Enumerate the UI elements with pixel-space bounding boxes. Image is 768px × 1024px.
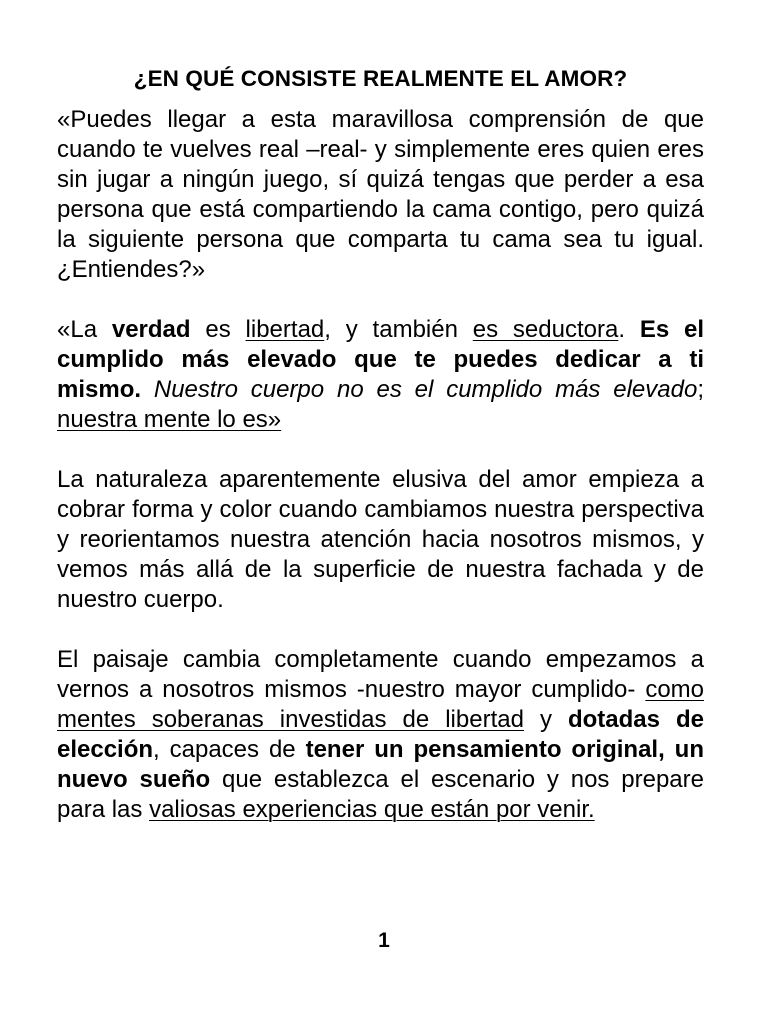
text-run: que establezca el escenario y nos prepare para las <box>57 766 704 823</box>
underlined-text: nuestra mente lo es» <box>57 406 282 433</box>
bold-text: verdad <box>111 316 191 343</box>
text-run: y <box>523 706 568 733</box>
bold-text: tener un pensamiento original, un nuevo sueño <box>57 736 705 793</box>
text-run: ; <box>697 376 704 403</box>
paragraph-quote-2 <box>57 315 704 435</box>
bold-text: dotadas de elección <box>57 706 704 763</box>
text-run: . <box>618 316 640 343</box>
underlined-text: valiosas experiencias que están por venir. <box>149 796 595 823</box>
text-run: , y también <box>324 316 473 343</box>
text-run: es <box>190 316 246 343</box>
page-title: ¿EN QUÉ CONSISTE REALMENTE EL AMOR? <box>133 66 628 91</box>
italic-text: Nuestro cuerpo no es el cumplido más elevado <box>153 376 698 403</box>
page-number: 1 <box>378 929 390 952</box>
paragraph-body-2 <box>57 645 704 825</box>
paragraph-quote-1: «Puedes llegar a esta maravillosa comprensión de que cuando te vuelves real –real- y simplemente eres quien eres sin jugar a ningún juego, sí quizá tengas que perder a esa persona que está compartiendo la cama contigo, pero quizá la siguiente persona que comparta tu cama sea tu igual. ¿Entiendes?» <box>57 106 704 283</box>
underlined-text: como mentes soberanas investidas de libertad <box>57 676 704 733</box>
text-run <box>141 376 154 403</box>
text-run: «La <box>57 316 112 343</box>
underlined-text: es seductora <box>472 316 619 343</box>
text-run: , capaces de <box>153 736 306 763</box>
paragraph-body-1: La naturaleza aparentemente elusiva del amor empieza a cobrar forma y color cuando cambiamos nuestra perspectiva y reorientamos nuestra atención hacia nosotros mismos, y vemos más allá de la superficie de nuestra fachada y de nuestro cuerpo. <box>57 466 704 613</box>
bold-text: Es el cumplido más elevado que te puedes dedicar a ti mismo. <box>57 316 704 403</box>
text-run: El paisaje cambia completamente cuando empezamos a vernos a nosotros mismos -nuestro mayor cumplido- <box>57 646 704 703</box>
underlined-text: libertad <box>245 316 325 343</box>
document-page <box>57 64 704 825</box>
